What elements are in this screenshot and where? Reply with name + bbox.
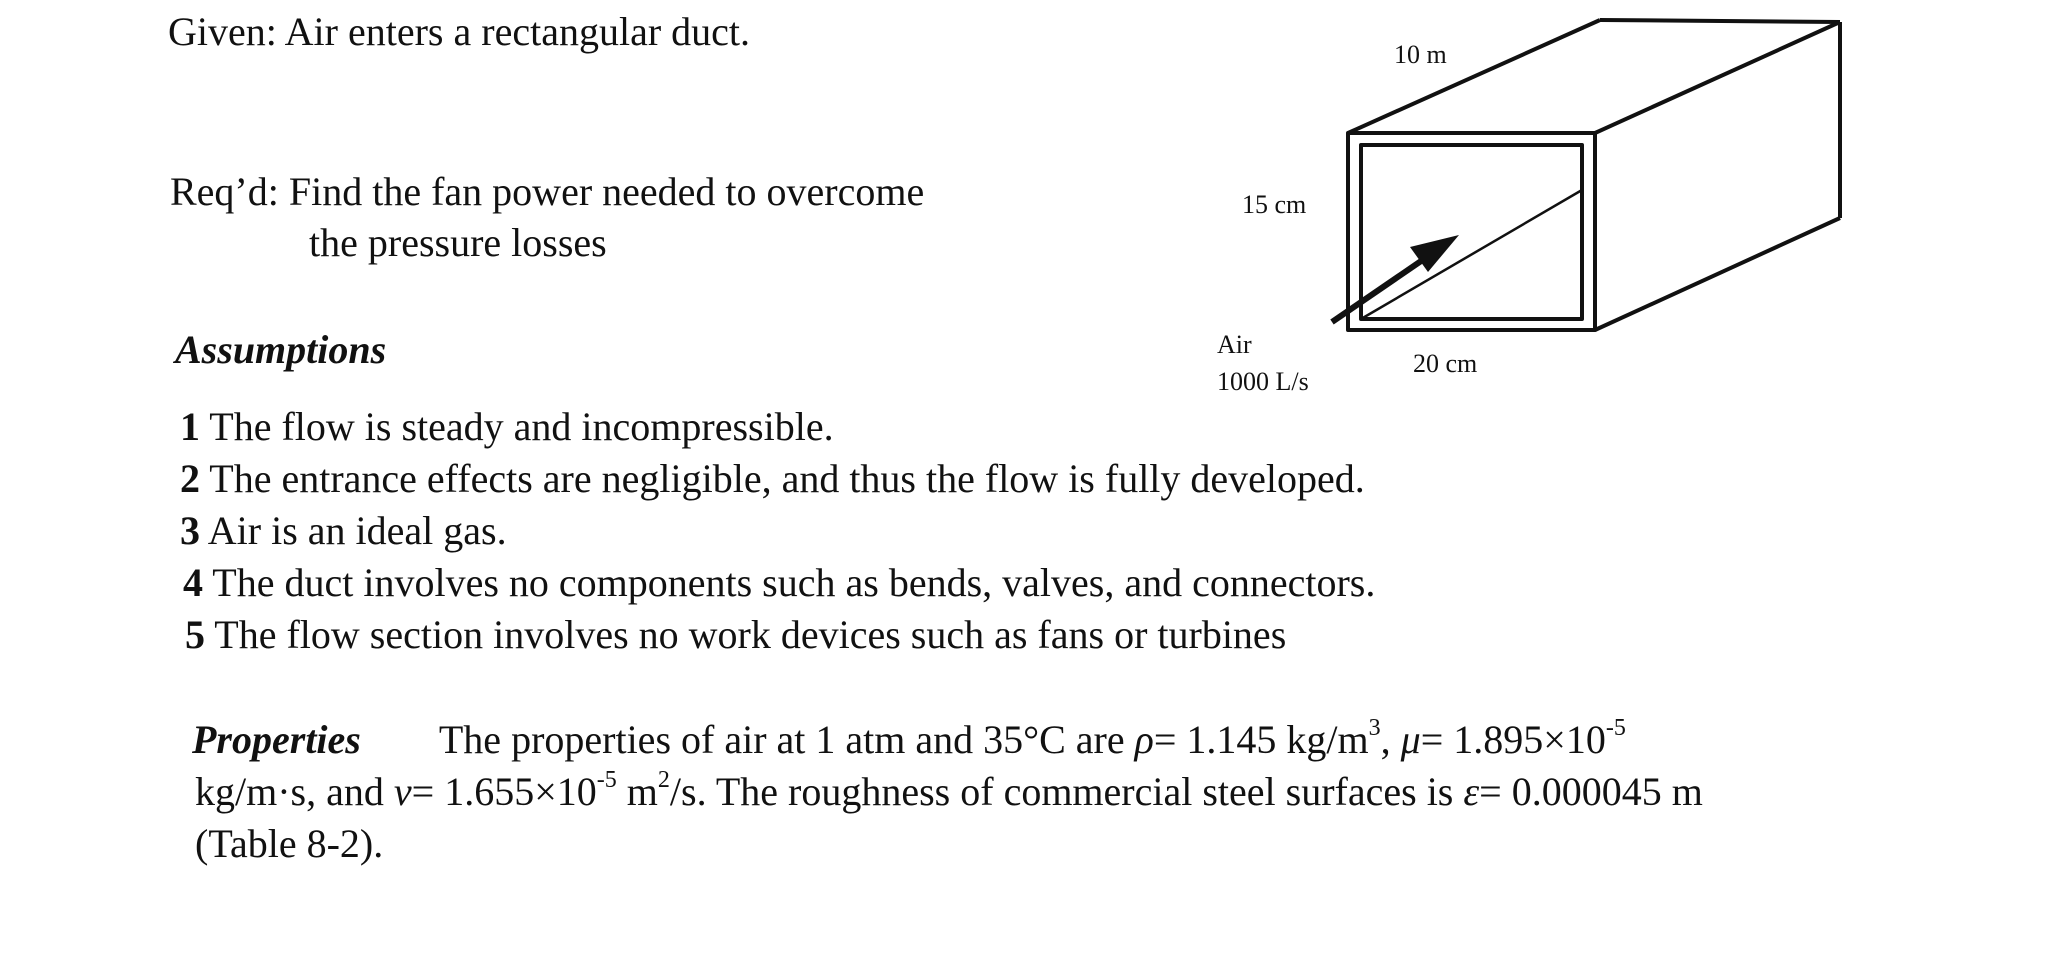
assumptions-heading: Assumptions bbox=[175, 327, 387, 372]
flow-rate-label: 1000 L/s bbox=[1217, 367, 1309, 396]
assumption-text: Air is an ideal gas. bbox=[207, 508, 507, 553]
duct-top-edge-right bbox=[1595, 22, 1840, 133]
roughness-value: = 0.000045 m bbox=[1479, 769, 1703, 814]
unit-text: m bbox=[616, 769, 658, 814]
rho-symbol: ρ bbox=[1134, 717, 1154, 762]
required-text-2: the pressure losses bbox=[309, 220, 607, 265]
assumption-text: The entrance effects are negligible, and thus the flow is fully developed. bbox=[209, 456, 1365, 501]
viscosity-value: = 1.895×10 bbox=[1420, 717, 1606, 762]
duct-width-label: 20 cm bbox=[1413, 349, 1478, 378]
assumption-number: 4 bbox=[183, 560, 203, 605]
kinematic-viscosity-value: = 1.655×10 bbox=[411, 769, 597, 814]
duct-front-outer bbox=[1348, 133, 1595, 330]
duct-inner-diagonal bbox=[1361, 190, 1582, 319]
properties-text: The properties of air at 1 atm and 35°C are bbox=[438, 717, 1135, 762]
kinematic-viscosity-exponent: -5 bbox=[596, 767, 617, 793]
given-text: Air enters a rectangular duct. bbox=[284, 9, 751, 54]
assumption-number: 3 bbox=[180, 508, 200, 553]
duct-bottom-edge-right bbox=[1595, 218, 1840, 330]
properties-heading: Properties bbox=[192, 717, 361, 762]
duct-height-label: 15 cm bbox=[1242, 190, 1307, 219]
required-label: Req’d: bbox=[170, 169, 279, 214]
assumption-text: The flow is steady and incompressible. bbox=[209, 404, 834, 449]
viscosity-exponent: -5 bbox=[1605, 715, 1626, 741]
properties-text: /s. The roughness of commercial steel surfaces is bbox=[669, 769, 1464, 814]
nu-symbol: ν bbox=[393, 769, 412, 814]
air-label: Air bbox=[1217, 330, 1252, 359]
given-label: Given: bbox=[168, 9, 277, 54]
properties-line-3: (Table 8-2). bbox=[195, 821, 384, 866]
properties-text: kg/m·s, and bbox=[195, 769, 394, 814]
density-exponent: 3 bbox=[1368, 715, 1381, 741]
assumption-number: 2 bbox=[180, 456, 200, 501]
duct-front-inner bbox=[1361, 145, 1582, 319]
separator: , bbox=[1380, 717, 1401, 762]
assumption-text: The duct involves no components such as bends, valves, and connectors. bbox=[212, 560, 1376, 605]
mu-symbol: μ bbox=[1400, 717, 1421, 762]
required-text-1: Find the fan power needed to overcome bbox=[288, 169, 925, 214]
assumption-text: The flow section involves no work devices such as fans or turbines bbox=[214, 612, 1287, 657]
duct-top-edge-left bbox=[1348, 20, 1600, 133]
duct-length-label: 10 m bbox=[1394, 40, 1447, 69]
assumption-number: 1 bbox=[180, 404, 200, 449]
assumption-number: 5 bbox=[185, 612, 205, 657]
epsilon-symbol: ε bbox=[1463, 769, 1480, 814]
density-value: = 1.145 kg/m bbox=[1153, 717, 1369, 762]
duct-top-edge-back bbox=[1600, 20, 1840, 22]
unit-exponent: 2 bbox=[657, 767, 670, 793]
